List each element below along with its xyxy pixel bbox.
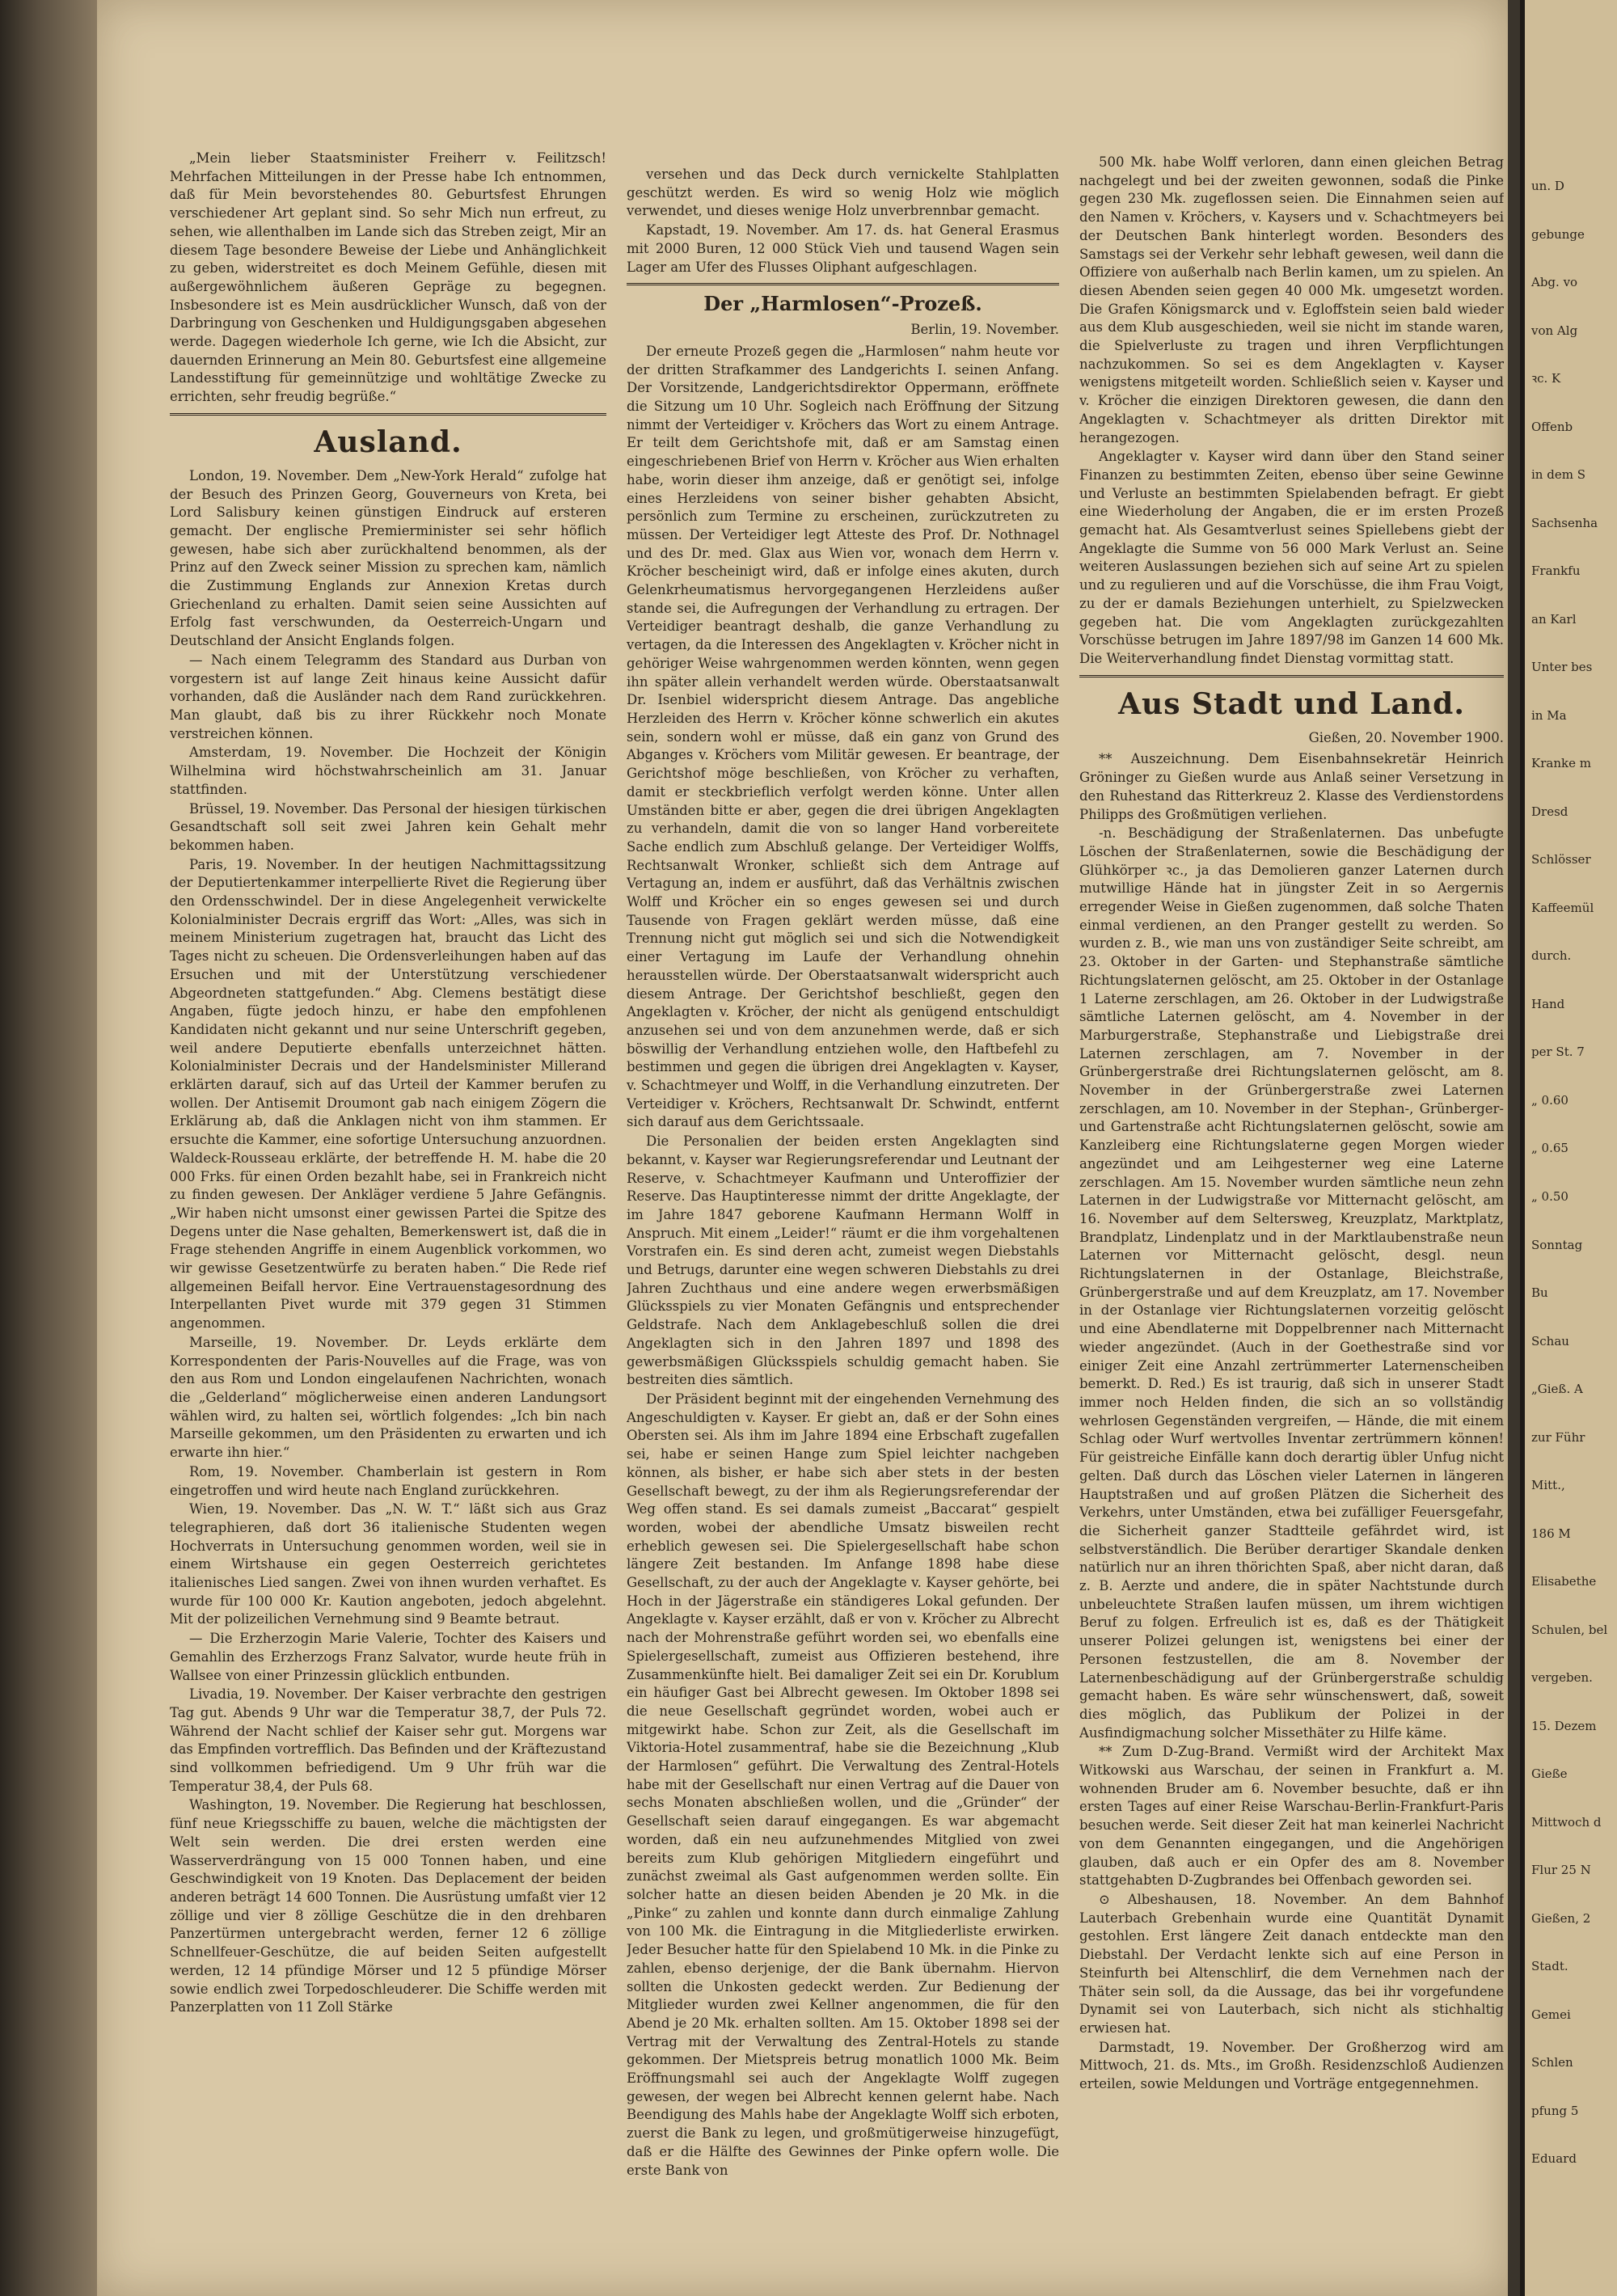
article-paragraph: London, 19. November. Dem „New-York Herald“ zufolge hat der Besuch des Prinzen Georg, Gouverneurs von Kreta, bei Lord Salisbury keinen günstigen Eindruck auf ersteren gemacht. Der englische Premierminister sei sehr höflich gewesen, habe sich aber zurückhaltend benommen, als der Prinz auf den Zweck seiner Mission zu sprechen kam, nämlich die Zustimmung Englands zur Annexion Kretas durch Griechenland zu erhalten. Damit seien seine Aussichten auf Erfolg fast verschwunden, da Oesterreich-Ungarn und Deutschland der Ansicht Englands folgen.	[170, 467, 606, 649]
adjacent-page-text: Mitt.,	[1531, 1478, 1565, 1492]
column-2	[627, 166, 1059, 2264]
adjacent-page-text: in Ma	[1531, 708, 1567, 723]
adjacent-page-text: durch.	[1531, 948, 1572, 963]
adjacent-page-text: Schlen	[1531, 2055, 1573, 2070]
article-paragraph: versehen und das Deck durch vernickelte Stahlplatten geschützt werden. Es wird so wenig Holz wie möglich verwendet, und dieses wenige Holz unverbrennbar gemacht.	[627, 167, 1059, 219]
adjacent-page-text: Schlösser	[1531, 852, 1591, 867]
adjacent-page-text: un. D	[1531, 179, 1564, 193]
ausland-articles	[170, 467, 606, 2017]
adjacent-page-text: „ 0.65	[1531, 1141, 1568, 1155]
adjacent-page-text: Schau	[1531, 1334, 1569, 1348]
article-paragraph: ⊙ Albeshausen, 18. November. An dem Bahnhof Lauterbach Grebenhain wurde eine Quantität Dynamit gestohlen. Erst längere Zeit danach entdeckte man den Diebstahl. Der Verdacht lenkte sich auf eine Person in Steinfurth bei Altenschlirf, die dem Vernehmen nach der Thäter sein soll, da die Aussage, das bei ihr vorgefundene Dynamit sei von Lauterbach, sich nicht als stichhaltig erwiesen hat.	[1079, 1891, 1504, 2036]
article-paragraph: Der Präsident beginnt mit der eingehenden Vernehmung des Angeschuldigten v. Kayser. Er giebt an, daß er der Sohn eines Obersten sei. Als ihm im Jahre 1894 eine Erbschaft zugefallen sei, habe er seinen Hange zum Spiel leichter nachgeben können, als bisher, er habe sich aber stets in der besten Gesellschaft bewegt, zu der ihm als Regierungsreferendar der Weg offen stand. Es sei damals zumeist „Baccarat“ gespielt worden, wobei der abendliche Umsatz bisweilen recht erheblich gewesen sei. Die Spielergesellschaft habe schon längere Zeit bestanden. Im Anfange 1898 habe diese Gesellschaft, zu der auch der Angeklagte v. Kayser gehörte, bei Hoch in der Jägerstraße ein ständigeres Lokal gefunden. Der Angeklagte v. Kayser erzählt, daß er von v. Kröcher zu Albrecht nach der Mohrenstraße geführt worden sei, wo ebenfalls eine Spielergesellschaft, zumeist aus Offizieren bestehend, ihre Zusammenkünfte hielt. Bei damaliger Zeit sei ein Dr. Korublum ein häufiger Gast bei Albrecht gewesen. Im Oktober 1898 sei die neue Gesellschaft gegründet worden, wobei auch er mitgewirkt habe. Schon zur Zeit, als die Gesellschaft im Viktoria-Hotel zusammentraf, habe sie die Bezeichnung „Klub der Harmlosen“ geführt. Die Verwaltung des Zentral-Hotels habe mit der Gesellschaft nur einen Vertrag auf die Dauer von sechs Monaten abschließen wollen, und die „Gründer“ der Gesellschaft seien darauf eingegangen. Es war abgemacht worden, daß ein neu aufzunehmendes Mitglied von zwei bereits zum Klub gehörigen Mitgliedern eingeführt und zunächst zweimal als Gast aufgenommen werden sollte. Ein solcher hatte an diesen beiden Abenden je 20 Mk. in die „Pinke“ zu zahlen und konnte dann durch einmalige Zahlung von 100 Mk. die Eintragung in die Mitgliederliste erwirken. Jeder Besucher hatte für den Spielabend 10 Mk. in die Pinke zu zahlen, ebenso derjenige, der die Bank übernahm. Hiervon sollten die Unkosten gedeckt werden. Zur Bedienung der Mitglieder wurden zwei Kellner angenommen, die für den Abend je 20 Mk. erhalten sollten. Am 15. Oktober 1898 sei der Vertrag mit der Verwaltung des Zentral-Hotels zu stande gekommen. Der Mietspreis betrug monatlich 1000 Mk. Beim Eröffnungsmahl sei auch der Angeklagte Wolff zugegen gewesen, der wegen bei Albrecht kennen gelernt habe. Nach Beendigung des Mahls habe der Angeklagte Wolff sich erboten, zuerst die Bank zu legen, und großmütigerweise hinzugefügt, daß er die Hälfte des Gewinnes der Pinke opfern wolle. Die erste Bank von	[627, 1391, 1059, 2178]
adjacent-page-text: gebunge	[1531, 227, 1585, 242]
book-binding-edge	[0, 0, 97, 2296]
adjacent-page-text: von Alg	[1531, 323, 1578, 338]
adjacent-page-text: 15. Dezem	[1531, 1719, 1597, 1733]
article-paragraph: 500 Mk. habe Wolff verloren, dann einen gleichen Betrag nachgelegt und bei der zweiten gewonnen, sodaß die Pinke gegen 230 Mk. zugeflossen seien. Die Einnahmen seien auf den Namen v. Kröchers, v. Kaysers und v. Schachtmeyers bei der Deutschen Bank hinterlegt worden. Besonders des Samstags sei der Verkehr sehr lebhaft gewesen, weil dann die Offiziere von außerhalb nach Berlin kamen, um zu spielen. An diesen Abenden seien gegen 40 000 Mk. umgesetzt worden. Die Grafen Königsmarck und v. Egloffstein seien bald wieder aus dem Klub ausgeschieden, weil sie nicht im stande waren, die Spielverluste zu tragen und ihren Verpflichtungen nachzukommen. So sei es dem Angeklagten v. Kayser wenigstens mitgeteilt worden. Schließlich seien v. Kayser und v. Kröcher die einzigen Direktoren gewesen, die dann den Angeklagten v. Schachtmeyer als dritten Direktor mit herangezogen.	[1079, 154, 1504, 445]
adjacent-page-text: Sachsenha	[1531, 516, 1598, 530]
adjacent-page-text: Dresd	[1531, 804, 1568, 819]
adjacent-page-text: Offenb	[1531, 420, 1573, 434]
section-title-aus-stadt-und-land: Aus Stadt und Land.	[1118, 686, 1465, 721]
section-title-harmlosen-prozess: Der „Harmlosen“-Prozeß.	[703, 292, 982, 316]
section-divider	[1079, 675, 1504, 677]
adjacent-page-text: „ 0.50	[1531, 1189, 1568, 1204]
adjacent-page-text: „Gieß. A	[1531, 1382, 1583, 1396]
adjacent-page-text: Sonntag	[1531, 1238, 1583, 1252]
article-paragraph: Rom, 19. November. Chamberlain ist gestern in Rom eingetroffen und wird heute nach England zurückkehren.	[170, 1463, 606, 1498]
letter-paragraph: „Mein lieber Staatsminister Freiherr v. Feilitzsch! Mehrfachen Mitteilungen in der Presse habe Ich entnommen, daß für Mein bevorstehendes 80. Geburtsfest Ehrungen verschiedener Art geplant sind. So sehr Mich nun erfreut, zu sehen, wie allenthalben im Lande sich das Streben zeigt, Mir an diesem Tage besondere Beweise der Liebe und Anhänglichkeit zu geben, widerstreitet es doch Meinem Gefühle, diesen mit außergewöhnlichem äußeren Gepräge zu begegnen. Insbesondere ist es Mein ausdrücklicher Wunsch, daß von der Darbringung von Geschenken und Huldigungsgaben abgesehen werde. Dagegen wiederhole Ich gerne, wie Ich die Absicht, zur dauernden Erinnerung an Mein 80. Geburtsfest eine allgemeine Landesstiftung für gemeinnützige und wohltätige Zwecke zu errichten, sehr freudig begrüße.“	[170, 150, 606, 405]
adjacent-page-text: Abg. vo	[1531, 275, 1578, 289]
adjacent-page-text: Flur 25 N	[1531, 1863, 1591, 1877]
harmlosen-prozess-article	[627, 343, 1059, 2180]
adjacent-page-text: Stadt.	[1531, 1959, 1568, 1973]
adjacent-page-text: Elisabethe	[1531, 1574, 1597, 1589]
article-paragraph: Darmstadt, 19. November. Der Großherzog wird am Mittwoch, 21. ds. Mts., im Großh. Residenzschloß Audienzen erteilen, sowie Meldungen und Vorträge entgegennehmen.	[1079, 2039, 1504, 2092]
article-paragraph: Washington, 19. November. Die Regierung hat beschlossen, fünf neue Kriegsschiffe zu bauen, welche die mächtigsten der Welt sein werden. Die drei ersten werden eine Wasserverdrängung von 15 000 Tonnen haben, und eine Geschwindigkeit von 19 Knoten. Das Deplacement der beiden anderen beträgt 14 600 Tonnen. Die Ausrüstung umfaßt vier 12 zöllige und vier 8 zöllige Geschütze die in den drehbaren Panzertürmen untergebracht werden, ferner 12 6 zöllige Schnellfeuer-Geschütze, die auf beiden Seiten aufgestellt werden, 12 14 pfündige Mörser und 12 5 pfündige Mörser sowie endlich zwei Torpedoschleuderer. Die Schiffe werden mit Panzerplatten von 11 Zoll Stärke	[170, 1797, 606, 2015]
adjacent-page-text: Hand	[1531, 997, 1565, 1011]
adjacent-page-text: Gemei	[1531, 2007, 1571, 2022]
section-divider	[170, 413, 606, 416]
article-paragraph: Kapstadt, 19. November. Am 17. ds. hat General Erasmus mit 2000 Buren, 12 000 Stück Vieh und tausend Wagen sein Lager am Ufer des Flusses Oliphant aufgeschlagen.	[627, 222, 1059, 275]
column-1	[170, 150, 606, 2264]
adjacent-page-text: vergeben.	[1531, 1670, 1593, 1685]
article-paragraph: Marseille, 19. November. Dr. Leyds erklärte dem Korrespondenten der Paris-Nouvelles auf die Frage, was von den aus Rom und London eingelaufenen Nachrichten, wonach die „Gelderland“ möglicherweise einen anderen Landungsort wählen wird, zu halten sei, wörtlich folgendes: „Ich bin nach Marseille gekommen, um den Präsidenten zu erwarten und ich erwarte ihn hier.“	[170, 1334, 606, 1461]
article-paragraph: Brüssel, 19. November. Das Personal der hiesigen türkischen Gesandtschaft soll seit zwei Jahren kein Gehalt mehr bekommen haben.	[170, 800, 606, 853]
adjacent-page-text: Eduard	[1531, 2151, 1577, 2166]
column-2-top-articles	[627, 166, 1059, 276]
adjacent-page-text: ꝛc. K	[1531, 371, 1561, 386]
article-paragraph: ** Zum D-Zug-Brand. Vermißt wird der Architekt Max Witkowski aus Warschau, der seinen in Frankfurt a. M. wohnenden Bruder am 6. November besuchte, daß er ihn ersten Tages auf einer Reise Warschau-Berlin-Frankfurt-Paris besuchen werde. Seit dieser Zeit hat man keinerlei Nachricht von dem Genannten eingegangen, und die Angehörigen glauben, daß auch er ein Opfer des am 8. November stattgehabten D-Zugbrandes bei Offenbach geworden sei.	[1079, 1744, 1504, 1889]
adjacent-page-text: zur Führ	[1531, 1430, 1585, 1445]
article-paragraph: Die Personalien der beiden ersten Angeklagten sind bekannt, v. Kayser war Regierungsreferendar und Leutnant der Reserve, v. Schachtmeyer Kaufmann und Unteroffizier der Reserve. Das Hauptinteresse nimmt der dritte Angeklagte, der im Jahre 1847 geborene Kaufmann Hermann Wolff in Anspruch. Mit einem „Leider!“ räumt er die ihm vorgehaltenen Vorstrafen ein. Es sind deren acht, zumeist wegen Diebstahls und Betrugs, darunter eine wegen schweren Diebstahls zu drei Jahren Zuchthaus und eine andere wegen erwerbsmäßigen Glücksspiels zu vier Monaten Gefängnis und entsprechender Geldstrafe. Nach dem Anklagebeschluß sollen die drei Angeklagten sich in den Jahren 1897 und 1898 des gewerbsmäßigen Glücksspiels schuldig gemacht haben. Sie bestreiten dies sämtlich.	[627, 1133, 1059, 1388]
article-paragraph: ** Auszeichnung. Dem Eisenbahnsekretär Heinrich Gröninger zu Gießen wurde aus Anlaß seiner Versetzung in den Ruhestand das Ritterkreuz 2. Klasse des Verdienstordens Philipps des Großmütigen verliehen.	[1079, 751, 1504, 822]
adjacent-page-text: an Karl	[1531, 612, 1577, 627]
column-3-top-articles	[1079, 154, 1504, 669]
adjacent-page-edge	[1520, 0, 1617, 2296]
article-paragraph: Paris, 19. November. In der heutigen Nachmittagssitzung der Deputiertenkammer interpellierte Rivet die Regierung über den Ordensschwindel. Der in diese Angelegenheit verwickelte Kolonialminister Decrais ergriff das Wort: „Alles, was sich in meinem Ministerium zugetragen hat, braucht das Licht des Tages nicht zu scheuen. Die Ordensverleihungen haben auf das Ersuchen und mit der Unterstützung verschiedener Abgeordneten stattgefunden.“ Abg. Clemens bestätigt diese Angaben, fügte jedoch hinzu, er habe den empfohlenen Kandidaten nicht gekannt und nur seine Unterschrift gegeben, weil andere Deputierte ebenfalls unterzeichnet hätten. Kolonialminister Decrais und der Handelsminister Millerand erklärten darauf, sich auf das Urteil der Kammer berufen zu wollen. Der Antisemit Droumont gab nach einigem Zögern die Erklärung ab, daß die Anklagen nicht von ihm stammen. Er ersuchte die Kammer, eine sofortige Untersuchung anzuordnen. Waldeck-Rousseau erklärte, der betreffende H. M. habe die 20 000 Frks. für einen Orden bezahlt habe, sei in Frankreich nicht zu finden gewesen. Der Ankläger verdiene 5 Jahre Gefängnis. „Wir haben nicht umsonst einer gewissen Partei die Spitze des Degens unter die Nase gehalten, Bemerkenswert ist, daß die in Frage stehenden Angriffe in einem Augenblick vorkommen, wo wir gewisse Gesetzentwürfe zu beraten haben.“ Die Rede rief allgemeinen Beifall hervor. Eine Vertrauenstagesordnung des Interpellanten Pivet wurde mit 379 gegen 31 Stimmen angenommen.	[170, 856, 606, 1332]
article-paragraph: — Nach einem Telegramm des Standard aus Durban von vorgestern ist auf lange Zeit hinaus keine Aussicht dafür vorhanden, daß die Ausländer nach dem Rand zurückkehren. Man glaubt, daß bis zu ihrer Rückkehr noch Monate verstreichen können.	[170, 652, 606, 741]
column-3	[1079, 154, 1504, 2264]
adjacent-page-text: Mittwoch d	[1531, 1815, 1602, 1830]
adjacent-page-text: Schulen, bel	[1531, 1623, 1608, 1637]
article-paragraph: Angeklagter v. Kayser wird dann über den Stand seiner Finanzen zu bestimmten Zeiten, ebenso über seine Gewinne und Verluste an bestimmten Spielabenden befragt. Er giebt eine Wiederholung der Angaben, die er im ersten Prozeß gemacht hat. Als Gesamtverlust seines Spiellebens giebt der Angeklagte die Summe von 56 000 Mark Verlust an. Seine weiteren Auslassungen beziehen sich auf seine Art zu spielen und zu regulieren und auf die Vorschüsse, die ihm Frau Voigt, zu der er damals Beziehungen unterhielt, zu Spielzwecken gegeben hat. Die vom Angeklagten zurückgezahlten Vorschüsse betrugen im Jahre 1897/98 im Ganzen 14 600 Mk. Die Weiterverhandlung findet Dienstag vormittag statt.	[1079, 449, 1504, 666]
adjacent-page-text: Unter bes	[1531, 660, 1593, 674]
article-paragraph: -n. Beschädigung der Straßenlaternen. Das unbefugte Löschen der Straßenlaternen, sowie die Beschädigung der Glühkörper ꝛc., ja das Demolieren ganzer Laternen durch mutwillige Hände hat in jüngster Zeit in so Aergernis erregender Weise in Gießen zugenommen, daß solche Thaten einmal verdienen, an den Pranger gestellt zu werden. So wurden z. B., wie man uns von zuständiger Seite schreibt, am 23. Oktober in der Garten- und Stephanstraße sämtliche Richtungslaternen gelöscht, am 25. Oktober in der Ostanlage 1 Laterne zerschlagen, am 26. Oktober in der Ludwigstraße sämtliche Laternen gelöscht, am 4. November in der Marburgerstraße, Stephanstraße und Liebigstraße drei Laternen zerschlagen, am 7. November in der Grünbergerstraße drei Richtungslaternen gelöscht, am 8. November in der Grünbergerstraße zwei Laternen zerschlagen, am 10. November in der Stephan-, Grünberger- und Gartenstraße acht Richtungslaternen gelöscht, sowie am Kanzleiberg eine Richtungslaterne gegen Morgen wieder angezündet und am Leihgesterner weg eine Laterne zerschlagen. Am 15. November wurden sämtliche neun zehn Laternen in der Ludwigstraße vor Mitternacht gelöscht, am 16. November auf dem Seltersweg, Kreuzplatz, Marktplatz, Brandplatz, Lindenplatz und in der Marktlaubenstraße neun Laternen vor Mitternacht gelöscht, desgl. neun Richtungslaternen in der Ostanlage, Bleichstraße, Grünbergerstraße und auf dem Kreuzplatz, am 17. November in der Ostanlage vier Richtungslaternen vorzeitig gelöscht und eine Abendlaterne mit Doppelbrenner nach Mitternacht wieder angezündet. (Auch in der Goethestraße sind vor einiger Zeit eine Anzahl zertrümmerter Laternenscheiben bemerkt. D. Red.) Es ist traurig, daß sich in unserer Stadt immer noch Helden finden, die sich an so vollständig wehrlosen Gegenständen vergreifen, — Hände, die mit einem Schlag oder Wurf wertvolles Inventar zertrümmern können! Für geistreiche Einfälle kann doch derartig übler Unfug nicht gelten. Daß durch das Löschen vieler Laternen in längeren Hauptstraßen und auf großen Plätzen die Sicherheit des Verkehrs, unter Umständen, etwa bei zufälliger Feuersgefahr, die Sicherheit ganzer Stadtteile gefährdet wird, ist selbstverständlich. Die Berüber derartiger Skandale denken natürlich nur an ihren thörichten Spaß, aber nicht daran, daß z. B. Aerzte und andere, die in später Nachtstunde durch unbeleuchtete Straßen laufen müssen, um ihrem wichtigen Beruf zu folgen. Erfreulich ist es, daß es der Thätigkeit unserer Polizei gelungen ist, wenigstens bei einer der Personen festzustellen, die am 8. November der Laternenbeschädigung auf der Grünbergerstraße schuldig gemacht haben. Es wäre sehr wünschenswert, daß, soweit dies möglich, das Publikum der Polizei in der Ausfindigmachung solcher Missethäter zu Hilfe käme.	[1079, 825, 1504, 1741]
adjacent-page-text: Frankfu	[1531, 563, 1581, 578]
adjacent-page-text: in dem S	[1531, 467, 1585, 482]
section-divider	[627, 283, 1059, 285]
dateline: Berlin, 19. November.	[910, 322, 1059, 338]
dateline: Gießen, 20. November 1900.	[1308, 729, 1504, 745]
adjacent-page-text: „ 0.60	[1531, 1093, 1568, 1108]
adjacent-page-text: Gieße	[1531, 1766, 1568, 1781]
article-paragraph: Livadia, 19. November. Der Kaiser verbrachte den gestrigen Tag gut. Abends 9 Uhr war die Temperatur 38,7, der Puls 72. Während der Nacht schlief der Kaiser sehr gut. Morgens war das Empfinden vortrefflich. Das Befinden und der Kräftezustand sind vollkommen befriedigend. Um 9 Uhr früh war die Temperatur 38,4, der Puls 68.	[170, 1686, 606, 1794]
adjacent-page-text: Kaffeemül	[1531, 901, 1594, 915]
article-paragraph: Amsterdam, 19. November. Die Hochzeit der Königin Wilhelmina wird höchstwahrscheinlich am 31. Januar stattfinden.	[170, 745, 606, 797]
adjacent-page-text: per St. 7	[1531, 1045, 1585, 1059]
article-paragraph: — Die Erzherzogin Marie Valerie, Tochter des Kaisers und Gemahlin des Erzherzogs Franz Salvator, wurde heute früh in Wallsee von einer Prinzessin glücklich entbunden.	[170, 1631, 606, 1683]
article-paragraph: Der erneute Prozeß gegen die „Harmlosen“ nahm heute vor der dritten Strafkammer des Landgerichts I. seinen Anfang. Der Vorsitzende, Landgerichtsdirektor Oppermann, eröffnete die Sitzung um 10 Uhr. Sogleich nach Eröffnung der Sitzung nimmt der Verteidiger v. Kröchers das Wort zu einem Antrage. Er teilt dem Gerichtshofe mit, daß er am Samstag einen eingeschriebenen Brief von Herrn v. Kröcher aus Wien erhalten habe, worin dieser ihm anzeige, daß er genötigt sei, infolge eines Herzleidens von seiner bisher gehabten Absicht, persönlich zum Termine zu erscheinen, zurückzutreten zu müssen. Der Verteidiger legt Atteste des Prof. Dr. Nothnagel und des Dr. med. Glax aus Wien vor, wonach dem Herrn v. Kröcher bescheinigt wird, daß er infolge eines akuten, durch Gelenkrheumatismus hervorgegangenen Herzleidens außer stande sei, die Aufregungen der Verhandlung zu ertragen. Der Verteidiger beantragt deshalb, die ganze Verhandlung zu vertagen, da die Interessen des Angeklagten v. Kröcher nicht in gehöriger Weise wahrgenommen werden könnten, wenn gegen ihn später allein verhandelt werden würde. Oberstaatsanwalt Dr. Isenbiel widerspricht diesem Antrage. Das angebliche Herzleiden des Herrn v. Kröcher könne schwerlich ein akutes sein, sondern wohl er müsse, daß ein ganz von Grund des Abganges v. Kröchers vom Militär gewesen. Er beantrage, der Gerichtshof möge beschließen, von Kröcher zu verhaften, damit er steckbrieflich verfolgt werden könne. Unter allen Umständen bitte er aber, gegen die drei übrigen Angeklagten zu verhandeln, damit die von so langer Hand vorbereitete Sache endlich zum Abschluß gelange. Der Verteidiger Wolffs, Rechtsanwalt Wronker, schließt sich dem Antrage auf Vertagung an, indem er ausführt, daß das Verhältnis zwischen Wolff und Kröcher ein so enges gewesen sei und durch Tausende von Fragen geklärt werden müsse, daß eine Trennung nicht gut möglich sei und sich die Notwendigkeit einer Vertagung im Laufe der Verhandlung ohnehin herausstellen würde. Der Oberstaatsanwalt widerspricht auch diesem Antrage. Der Gerichtshof beschließt, gegen den Angeklagten v. Kröcher, der nicht als genügend entschuldigt anzusehen sei und von dem anzunehmen werde, daß er sich böswillig der Verhandlung entziehen wolle, den Haftbefehl zu bestimmen und gegen die übrigen drei Angeklagten v. Kayser, v. Schachtmeyer und Wolff, in die Verhandlung einzutreten. Der Verteidiger v. Kröchers, Rechtsanwalt Dr. Schwindt, entfernt sich darauf aus dem Gerichtssaale.	[627, 343, 1059, 1130]
adjacent-page-text: Kranke m	[1531, 756, 1591, 770]
section-title-ausland: Ausland.	[314, 424, 462, 459]
article-paragraph: Wien, 19. November. Das „N. W. T.“ läßt sich aus Graz telegraphieren, daß dort 36 italienische Studenten wegen Hochverrats in Untersuchung genommen worden, weil sie in einem Wirtshause ein gegen Oesterreich gerichtetes italienisches Lied sangen. Zwei von ihnen wurden verhaftet. Es wurde für 100 000 Kr. Kaution angeboten, jedoch abgelehnt. Mit der polizeilichen Vernehmung sind 9 Beamte betraut.	[170, 1501, 606, 1627]
adjacent-page-text: Bu	[1531, 1285, 1548, 1300]
adjacent-page-text: pfung 5	[1531, 2104, 1579, 2118]
adjacent-page-text: Gießen, 2	[1531, 1911, 1591, 1926]
adjacent-page-text: 186 M	[1531, 1526, 1571, 1541]
local-news-articles	[1079, 750, 1504, 2093]
